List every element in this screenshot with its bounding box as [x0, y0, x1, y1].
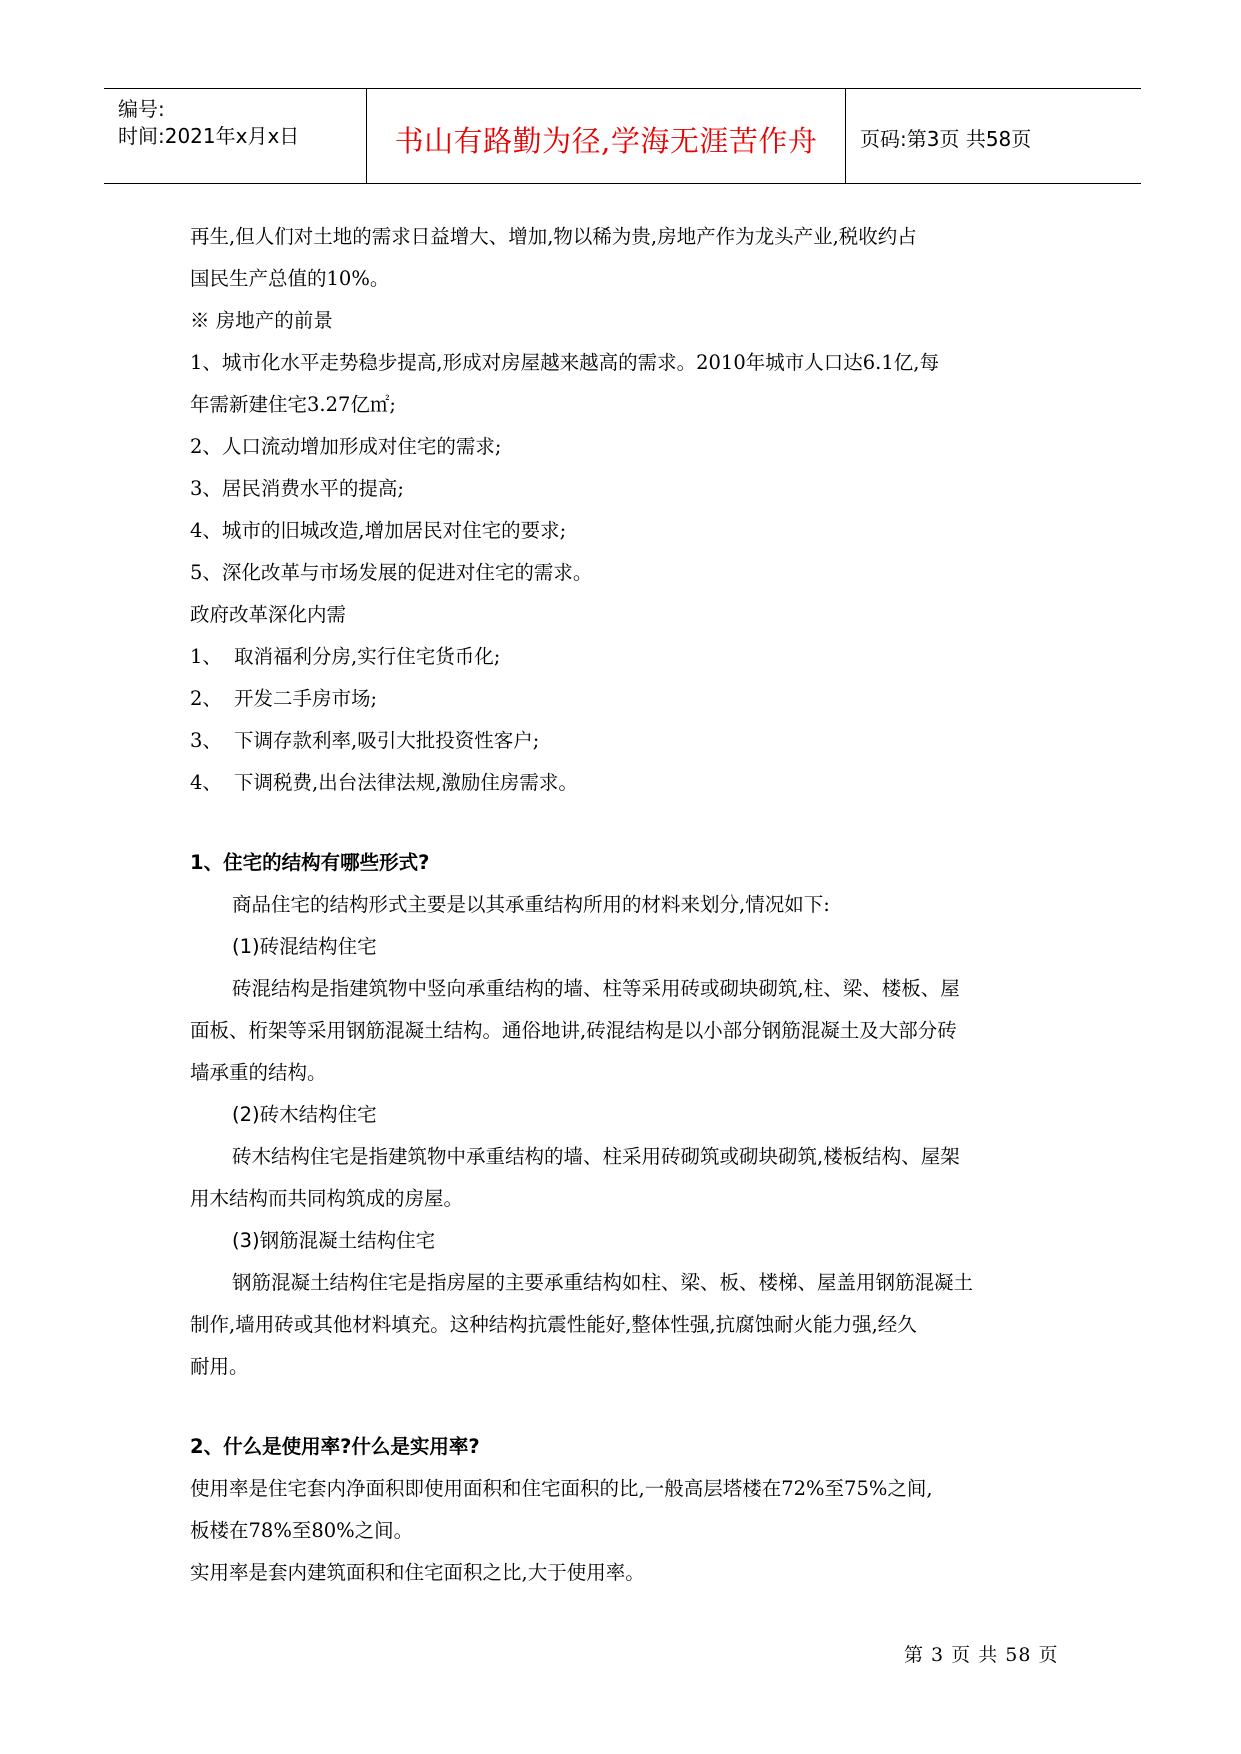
header-info-cell [104, 89, 367, 183]
paragraph-line: 国民生产总值的10%。 [190, 267, 390, 290]
section-title: 政府改革深化内需 [190, 603, 347, 626]
header-motto-cell [367, 89, 846, 183]
list-item: 3、居民消费水平的提高; [190, 477, 404, 500]
subsection-title: (2)砖木结构住宅 [232, 1103, 377, 1126]
paragraph-line: 再生,但人们对土地的需求日益增大、增加,物以稀为贵,房地产作为龙头产业,税收约占 [190, 225, 917, 248]
section-title: ※ 房地产的前景 [190, 309, 333, 332]
page-footer: 第 3 页 共 58 页 [904, 1644, 1059, 1666]
paragraph-line: 墙承重的结构。 [190, 1061, 327, 1084]
list-item: 5、深化改革与市场发展的促进对住宅的需求。 [190, 561, 593, 584]
question-heading: 2、什么是使用率?什么是实用率? [190, 1435, 480, 1458]
serial-label: 编号: [118, 97, 165, 121]
paragraph-line: 砖木结构住宅是指建筑物中承重结构的墙、柱采用砖砌筑或砌块砌筑,楼板结构、屋架 [232, 1145, 960, 1168]
list-item [190, 636, 1060, 678]
paragraph-line: 用木结构而共同构筑成的房屋。 [190, 1187, 464, 1210]
subsection-title: (3)钢筋混凝土结构住宅 [232, 1229, 436, 1252]
paragraph-line: 砖混结构是指建筑物中竖向承重结构的墙、柱等采用砖或砌块砌筑,柱、梁、楼板、屋 [232, 977, 960, 1000]
list-item: 4、城市的旧城改造,增加居民对住宅的要求; [190, 519, 567, 542]
subsection-title: (1)砖混结构住宅 [232, 935, 377, 958]
list-number: 4、 [190, 771, 222, 794]
list-text: 下调税费,出台法律法规,激励住房需求。 [234, 771, 578, 794]
list-item [190, 678, 1060, 720]
list-number: 1、 [190, 645, 222, 668]
header-table [104, 88, 1141, 184]
question-heading: 1、住宅的结构有哪些形式? [190, 851, 430, 874]
paragraph-line: 商品住宅的结构形式主要是以其承重结构所用的材料来划分,情况如下: [232, 893, 830, 916]
list-item: 2、人口流动增加形成对住宅的需求; [190, 435, 502, 458]
paragraph-line: 制作,墙用砖或其他材料填充。这种结构抗震性能好,整体性强,抗腐蚀耐火能力强,经久 [190, 1313, 917, 1336]
list-number: 3、 [190, 729, 222, 752]
document-body [190, 216, 1060, 1594]
paragraph-line: 年需新建住宅3.27亿㎡; [190, 393, 396, 416]
paragraph-line: 实用率是套内建筑面积和住宅面积之比,大于使用率。 [190, 1561, 645, 1584]
time-label: 时间:2021年x月x日 [118, 124, 300, 148]
header-page-cell [847, 89, 1141, 183]
list-number: 2、 [190, 687, 222, 710]
paragraph-line: 板楼在78%至80%之间。 [190, 1519, 414, 1542]
paragraph-line: 面板、桁架等采用钢筋混凝土结构。通俗地讲,砖混结构是以小部分钢筋混凝土及大部分砖 [190, 1019, 957, 1042]
paragraph-line: 耐用。 [190, 1355, 249, 1378]
paragraph-line: 1、城市化水平走势稳步提高,形成对房屋越来越高的需求。2010年城市人口达6.1亿,每 [190, 351, 939, 374]
paragraph-line: 使用率是住宅套内净面积即使用面积和住宅面积的比,一般高层塔楼在72%至75%之间, [190, 1477, 933, 1500]
header-motto: 书山有路勤为径,学海无涯苦作舟 [394, 124, 818, 158]
list-item [190, 720, 1060, 762]
header-page-label: 页码:第3页 共58页 [860, 127, 1032, 151]
list-text: 开发二手房市场; [234, 687, 378, 710]
list-item [190, 762, 1060, 804]
list-text: 取消福利分房,实行住宅货币化; [234, 645, 501, 668]
paragraph-line: 钢筋混凝土结构住宅是指房屋的主要承重结构如柱、梁、板、楼梯、屋盖用钢筋混凝土 [232, 1271, 974, 1294]
list-text: 下调存款利率,吸引大批投资性客户; [234, 729, 540, 752]
